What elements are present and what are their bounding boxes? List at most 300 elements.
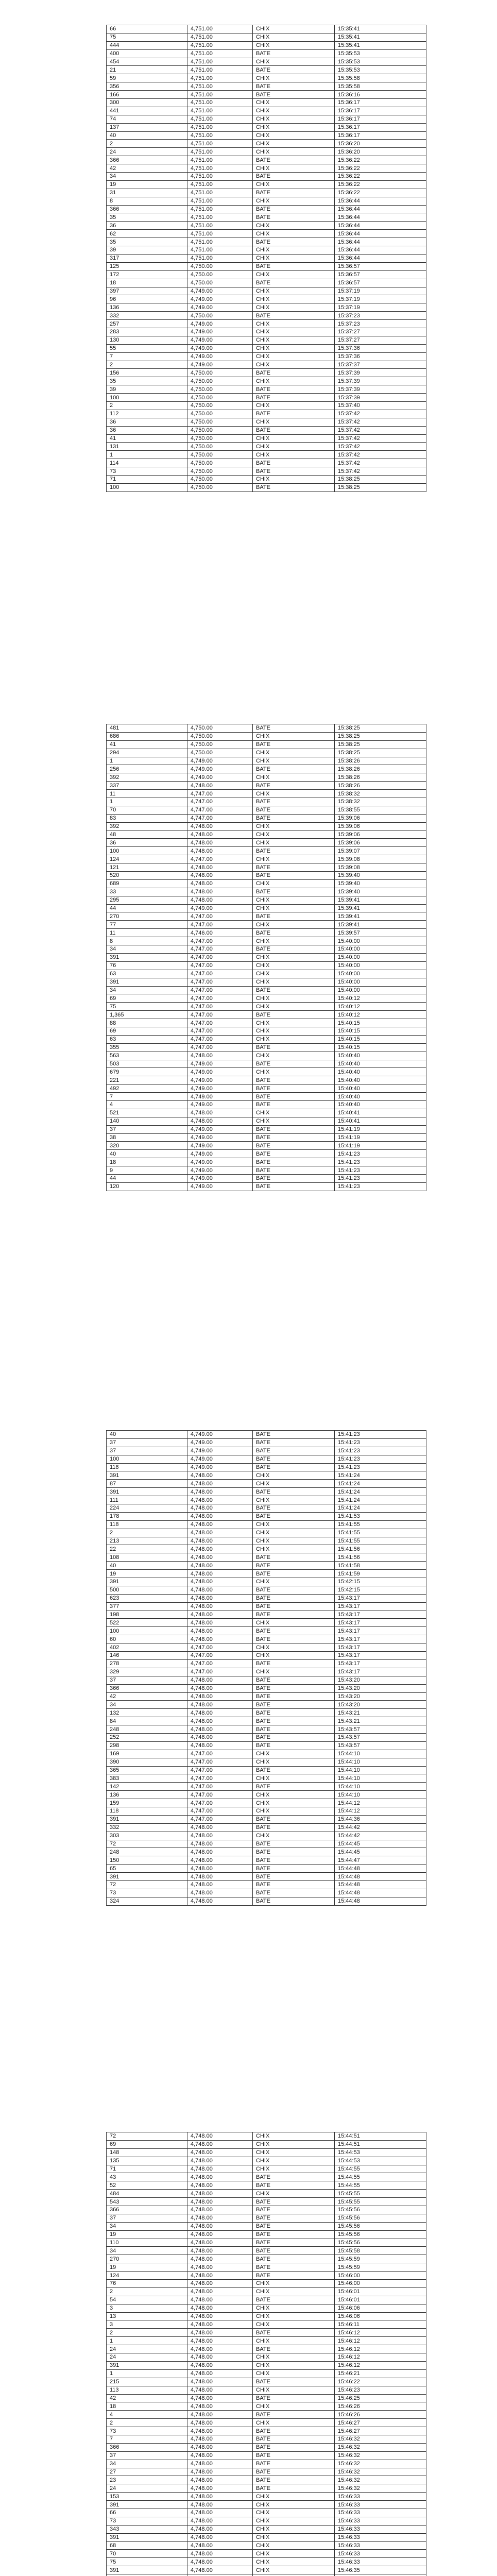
table-row xyxy=(107,1480,426,1488)
time-cell: 15:44:42 xyxy=(335,1832,426,1840)
quantity-cell: 37 xyxy=(107,1676,187,1684)
venue-cell: BATE xyxy=(253,986,335,994)
price-cell: 4,747.00 xyxy=(187,1758,253,1766)
table-row xyxy=(107,1717,426,1725)
price-cell: 4,747.00 xyxy=(187,1791,253,1799)
price-cell: 4,751.00 xyxy=(187,254,253,262)
venue-cell: CHIX xyxy=(253,58,335,66)
quantity-cell: 366 xyxy=(107,156,187,164)
time-cell: 15:37:23 xyxy=(335,312,426,320)
table-row xyxy=(107,2296,426,2304)
table-row xyxy=(107,2304,426,2312)
table-row xyxy=(107,287,426,295)
price-cell: 4,750.00 xyxy=(187,410,253,418)
table-row xyxy=(107,1889,426,1897)
time-cell: 15:46:32 xyxy=(335,2435,426,2443)
table-row xyxy=(107,222,426,230)
quantity-cell: 19 xyxy=(107,1570,187,1578)
time-cell: 15:43:17 xyxy=(335,1602,426,1611)
time-cell: 15:35:53 xyxy=(335,66,426,74)
table-row xyxy=(107,401,426,410)
time-cell: 15:39:40 xyxy=(335,879,426,888)
time-cell: 15:40:41 xyxy=(335,1117,426,1125)
table-row xyxy=(107,2558,426,2566)
quantity-cell: 11 xyxy=(107,929,187,937)
table-row xyxy=(107,1783,426,1791)
venue-cell: CHIX xyxy=(253,1520,335,1529)
price-cell: 4,751.00 xyxy=(187,238,253,246)
price-cell: 4,748.00 xyxy=(187,2345,253,2353)
table-row xyxy=(107,2451,426,2460)
venue-cell: CHIX xyxy=(253,790,335,798)
quantity-cell: 332 xyxy=(107,312,187,320)
table-row xyxy=(107,1117,426,1125)
quantity-cell: 27 xyxy=(107,2468,187,2476)
trade-table-block-3 xyxy=(106,1430,426,1906)
time-cell: 15:39:57 xyxy=(335,929,426,937)
quantity-cell: 365 xyxy=(107,1766,187,1774)
price-cell: 4,747.00 xyxy=(187,798,253,806)
venue-cell: BATE xyxy=(253,483,335,492)
price-cell: 4,748.00 xyxy=(187,1856,253,1865)
venue-cell: BATE xyxy=(253,459,335,467)
time-cell: 15:38:26 xyxy=(335,757,426,765)
venue-cell: CHIX xyxy=(253,1668,335,1676)
venue-cell: CHIX xyxy=(253,1529,335,1537)
time-cell: 15:44:47 xyxy=(335,1856,426,1865)
table-row xyxy=(107,1133,426,1142)
price-cell: 4,751.00 xyxy=(187,41,253,49)
price-cell: 4,749.00 xyxy=(187,1100,253,1109)
price-cell: 4,747.00 xyxy=(187,1652,253,1660)
venue-cell xyxy=(253,2574,335,2576)
quantity-cell: 66 xyxy=(107,2509,187,2517)
table-row xyxy=(107,773,426,782)
price-cell: 4,748.00 xyxy=(187,2369,253,2378)
quantity-cell: 156 xyxy=(107,369,187,377)
price-cell: 4,751.00 xyxy=(187,164,253,173)
venue-cell: BATE xyxy=(253,2378,335,2386)
table-row xyxy=(107,904,426,912)
table-row xyxy=(107,937,426,945)
venue-cell: BATE xyxy=(253,1815,335,1823)
time-cell: 15:37:23 xyxy=(335,320,426,328)
quantity-cell: 159 xyxy=(107,1799,187,1807)
venue-cell: BATE xyxy=(253,1766,335,1774)
quantity-cell: 366 xyxy=(107,2443,187,2451)
time-cell: 15:44:36 xyxy=(335,1815,426,1823)
venue-cell: CHIX xyxy=(253,2132,335,2141)
price-cell: 4,748.00 xyxy=(187,2287,253,2296)
quantity-cell: 135 xyxy=(107,2157,187,2165)
venue-cell: BATE xyxy=(253,1431,335,1439)
quantity-cell: 366 xyxy=(107,2206,187,2214)
table-row xyxy=(107,1741,426,1750)
table-row xyxy=(107,320,426,328)
price-cell: 4,748.00 xyxy=(187,1537,253,1545)
table-row xyxy=(107,1750,426,1758)
table-row xyxy=(107,1774,426,1783)
venue-cell: BATE xyxy=(253,1043,335,1052)
time-cell: 15:43:17 xyxy=(335,1643,426,1652)
quantity-cell: 24 xyxy=(107,2345,187,2353)
time-cell: 15:46:12 xyxy=(335,2353,426,2362)
venue-cell: CHIX xyxy=(253,1774,335,1783)
price-cell: 4,748.00 xyxy=(187,1520,253,1529)
table-row xyxy=(107,2222,426,2230)
table-row xyxy=(107,1537,426,1545)
price-cell: 4,747.00 xyxy=(187,1035,253,1043)
venue-cell: CHIX xyxy=(253,74,335,82)
venue-cell: CHIX xyxy=(253,2165,335,2173)
price-cell: 4,749.00 xyxy=(187,1142,253,1150)
price-cell: 4,749.00 xyxy=(187,1068,253,1076)
time-cell: 15:37:39 xyxy=(335,369,426,377)
price-cell: 4,748.00 xyxy=(187,2165,253,2173)
venue-cell: BATE xyxy=(253,2345,335,2353)
price-cell: 4,748.00 xyxy=(187,2296,253,2304)
table-row xyxy=(107,2247,426,2255)
table-row xyxy=(107,1635,426,1643)
table-row xyxy=(107,1758,426,1766)
price-cell: 4,748.00 xyxy=(187,1052,253,1060)
venue-cell: BATE xyxy=(253,1488,335,1496)
time-cell: 15:46:06 xyxy=(335,2312,426,2320)
time-cell: 15:37:39 xyxy=(335,385,426,394)
time-cell: 15:41:23 xyxy=(335,1447,426,1455)
quantity-cell: 9 xyxy=(107,1166,187,1175)
time-cell: 15:46:11 xyxy=(335,2320,426,2329)
table-row xyxy=(107,782,426,790)
price-cell: 4,748.00 xyxy=(187,1512,253,1520)
price-cell: 4,748.00 xyxy=(187,2222,253,2230)
quantity-cell: 84 xyxy=(107,1717,187,1725)
quantity-cell: 8 xyxy=(107,197,187,205)
table-row xyxy=(107,180,426,189)
time-cell: 15:37:36 xyxy=(335,352,426,361)
time-cell: 15:43:57 xyxy=(335,1741,426,1750)
time-cell: 15:41:19 xyxy=(335,1133,426,1142)
price-cell: 4,747.00 xyxy=(187,1799,253,1807)
table-row xyxy=(107,369,426,377)
quantity-cell: 383 xyxy=(107,1774,187,1783)
price-cell: 4,748.00 xyxy=(187,831,253,839)
price-cell: 4,747.00 xyxy=(187,994,253,1003)
time-cell: 15:36:57 xyxy=(335,270,426,279)
table-row xyxy=(107,336,426,344)
time-cell: 15:41:23 xyxy=(335,1158,426,1166)
time-cell: 15:41:19 xyxy=(335,1125,426,1133)
quantity-cell: 37 xyxy=(107,2451,187,2460)
quantity-cell: 73 xyxy=(107,2427,187,2435)
time-cell: 15:41:19 xyxy=(335,1142,426,1150)
quantity-cell: 1 xyxy=(107,2337,187,2345)
quantity-cell: 521 xyxy=(107,1109,187,1117)
venue-cell: BATE xyxy=(253,279,335,287)
price-cell: 4,748.00 xyxy=(187,1823,253,1832)
venue-cell: BATE xyxy=(253,2222,335,2230)
price-cell: 4,748.00 xyxy=(187,1545,253,1553)
price-cell: 4,748.00 xyxy=(187,2337,253,2345)
table-row xyxy=(107,156,426,164)
quantity-cell: 391 xyxy=(107,2533,187,2541)
table-row xyxy=(107,2312,426,2320)
price-cell: 4,747.00 xyxy=(187,1783,253,1791)
table-row xyxy=(107,2230,426,2239)
table-row xyxy=(107,1856,426,1865)
quantity-cell: 2 xyxy=(107,2419,187,2427)
quantity-cell: 270 xyxy=(107,912,187,921)
quantity-cell: 172 xyxy=(107,270,187,279)
time-cell: 15:44:10 xyxy=(335,1750,426,1758)
table-row xyxy=(107,2272,426,2280)
time-cell: 15:36:57 xyxy=(335,262,426,270)
time-cell: 15:40:12 xyxy=(335,1003,426,1011)
time-cell: 15:44:10 xyxy=(335,1758,426,1766)
time-cell: 15:46:32 xyxy=(335,2443,426,2451)
table-row xyxy=(107,1076,426,1084)
table-row xyxy=(107,173,426,181)
venue-cell: CHIX xyxy=(253,377,335,385)
trade-table-block-2 xyxy=(106,724,426,1191)
price-cell: 4,750.00 xyxy=(187,732,253,740)
table-row xyxy=(107,2255,426,2263)
time-cell: 15:40:00 xyxy=(335,953,426,961)
venue-cell: BATE xyxy=(253,1692,335,1701)
time-cell: 15:40:00 xyxy=(335,961,426,970)
table-row xyxy=(107,2320,426,2329)
time-cell: 15:36:57 xyxy=(335,279,426,287)
quantity-cell: 444 xyxy=(107,41,187,49)
venue-cell: CHIX xyxy=(253,953,335,961)
price-cell: 4,747.00 xyxy=(187,953,253,961)
time-cell: 15:37:42 xyxy=(335,426,426,434)
table-row xyxy=(107,270,426,279)
table-row xyxy=(107,33,426,41)
table-row xyxy=(107,896,426,904)
venue-cell: CHIX xyxy=(253,25,335,33)
table-row xyxy=(107,1447,426,1455)
price-cell: 4,748.00 xyxy=(187,1692,253,1701)
time-cell: 15:41:23 xyxy=(335,1438,426,1447)
venue-cell: BATE xyxy=(253,394,335,402)
table-row xyxy=(107,1873,426,1881)
table-row xyxy=(107,1496,426,1504)
time-cell: 15:43:20 xyxy=(335,1692,426,1701)
price-cell: 4,748.00 xyxy=(187,1529,253,1537)
time-cell: 15:41:24 xyxy=(335,1496,426,1504)
venue-cell: CHIX xyxy=(253,732,335,740)
time-cell: 15:37:36 xyxy=(335,344,426,352)
quantity-cell: 65 xyxy=(107,1865,187,1873)
quantity-cell: 148 xyxy=(107,2148,187,2157)
table-row xyxy=(107,921,426,929)
time-cell: 15:41:23 xyxy=(335,1166,426,1175)
price-cell: 4,749.00 xyxy=(187,904,253,912)
time-cell: 15:40:15 xyxy=(335,1027,426,1035)
venue-cell: CHIX xyxy=(253,773,335,782)
table-row xyxy=(107,765,426,773)
quantity-cell: 34 xyxy=(107,1701,187,1709)
time-cell: 15:39:08 xyxy=(335,855,426,863)
price-cell: 4,748.00 xyxy=(187,1676,253,1684)
table-row xyxy=(107,1676,426,1684)
quantity-cell: 34 xyxy=(107,2460,187,2468)
price-cell: 4,750.00 xyxy=(187,740,253,749)
quantity-cell: 37 xyxy=(107,1125,187,1133)
time-cell: 15:39:06 xyxy=(335,822,426,831)
time-cell: 15:42:15 xyxy=(335,1578,426,1586)
table-row xyxy=(107,1725,426,1734)
price-cell: 4,748.00 xyxy=(187,2460,253,2468)
quantity-cell: 295 xyxy=(107,896,187,904)
quantity-cell: 24 xyxy=(107,148,187,156)
quantity-cell: 19 xyxy=(107,2263,187,2272)
table-row xyxy=(107,2157,426,2165)
quantity-cell: 391 xyxy=(107,2361,187,2369)
quantity-cell: 96 xyxy=(107,295,187,303)
time-cell: 15:45:56 xyxy=(335,2206,426,2214)
quantity-cell: 441 xyxy=(107,107,187,115)
price-cell: 4,749.00 xyxy=(187,320,253,328)
quantity-cell: 72 xyxy=(107,1840,187,1848)
time-cell: 15:46:00 xyxy=(335,2280,426,2288)
price-cell: 4,748.00 xyxy=(187,1848,253,1856)
quantity-cell: 2 xyxy=(107,1529,187,1537)
venue-cell: BATE xyxy=(253,1717,335,1725)
price-cell: 4,748.00 xyxy=(187,1586,253,1594)
venue-cell: CHIX xyxy=(253,2386,335,2394)
table-row xyxy=(107,806,426,814)
price-cell: 4,748.00 xyxy=(187,863,253,872)
venue-cell: CHIX xyxy=(253,2337,335,2345)
table-row xyxy=(107,2329,426,2337)
table-row xyxy=(107,1799,426,1807)
time-cell: 15:44:12 xyxy=(335,1807,426,1815)
time-cell: 15:36:17 xyxy=(335,123,426,131)
price-cell: 4,749.00 xyxy=(187,1463,253,1471)
venue-cell: BATE xyxy=(253,1897,335,1905)
quantity-cell: 76 xyxy=(107,2280,187,2288)
price-cell: 4,748.00 xyxy=(187,2140,253,2148)
price-cell: 4,748.00 xyxy=(187,872,253,880)
quantity-cell: 166 xyxy=(107,91,187,99)
quantity-cell: 484 xyxy=(107,2190,187,2198)
venue-cell: CHIX xyxy=(253,140,335,148)
table-row xyxy=(107,2476,426,2484)
price-cell: 4,751.00 xyxy=(187,99,253,107)
table-row xyxy=(107,1060,426,1068)
time-cell: 15:46:22 xyxy=(335,2378,426,2386)
venue-cell: BATE xyxy=(253,1823,335,1832)
quantity-cell: 68 xyxy=(107,2541,187,2550)
table-row xyxy=(107,148,426,156)
price-cell: 4,749.00 xyxy=(187,1084,253,1093)
trade-table xyxy=(106,25,426,492)
time-cell: 15:44:10 xyxy=(335,1783,426,1791)
table-row xyxy=(107,2369,426,2378)
table-row xyxy=(107,475,426,483)
table-row xyxy=(107,2361,426,2369)
table-row xyxy=(107,426,426,434)
venue-cell: BATE xyxy=(253,863,335,872)
time-cell: 15:36:17 xyxy=(335,99,426,107)
time-cell: 15:38:25 xyxy=(338,725,360,732)
time-cell: 15:43:17 xyxy=(335,1594,426,1602)
table-row xyxy=(107,246,426,255)
quantity-cell: 18 xyxy=(107,2402,187,2411)
quantity-cell: 37 xyxy=(107,1447,187,1455)
venue-cell: CHIX xyxy=(253,1791,335,1799)
venue-cell: BATE xyxy=(253,1100,335,1109)
time-cell: 15:40:40 xyxy=(335,1052,426,1060)
table-row xyxy=(107,2198,426,2206)
quantity-cell: 391 xyxy=(107,1873,187,1881)
quantity-cell: 39 xyxy=(107,385,187,394)
price-cell: 4,748.00 xyxy=(187,2378,253,2386)
venue-cell: CHIX xyxy=(253,148,335,156)
venue-cell: BATE xyxy=(253,410,335,418)
table-row xyxy=(107,888,426,896)
venue-cell: CHIX xyxy=(253,896,335,904)
quantity-cell: 44 xyxy=(107,904,187,912)
table-row xyxy=(107,189,426,197)
venue-cell: BATE xyxy=(253,1840,335,1848)
price-cell: 4,748.00 xyxy=(187,2173,253,2181)
table-row xyxy=(107,205,426,213)
venue-cell: BATE xyxy=(253,467,335,476)
table-row xyxy=(107,1438,426,1447)
venue-cell: CHIX xyxy=(253,970,335,978)
venue-cell: BATE xyxy=(253,1659,335,1668)
quantity-cell: 19 xyxy=(107,2230,187,2239)
quantity-cell: 75 xyxy=(107,2558,187,2566)
price-cell: 4,750.00 xyxy=(187,443,253,451)
quantity-cell: 60 xyxy=(107,1635,187,1643)
price-cell: 4,751.00 xyxy=(187,74,253,82)
venue-cell: CHIX xyxy=(253,1471,335,1480)
table-row xyxy=(107,749,426,757)
venue-cell: BATE xyxy=(253,1783,335,1791)
price-cell: 4,748.00 xyxy=(187,2280,253,2288)
table-row xyxy=(107,262,426,270)
price-cell: 4,748.00 xyxy=(187,1684,253,1692)
time-cell: 15:39:08 xyxy=(335,863,426,872)
table-row xyxy=(107,1512,426,1520)
price-cell: 4,748.00 xyxy=(187,2148,253,2157)
price-cell: 4,748.00 xyxy=(187,2550,253,2558)
time-cell: 15:39:40 xyxy=(335,872,426,880)
table-row xyxy=(107,123,426,131)
quantity-cell: 23 xyxy=(107,2476,187,2484)
venue-cell: CHIX xyxy=(253,749,335,757)
venue-cell: CHIX xyxy=(253,2509,335,2517)
quantity-cell: 118 xyxy=(107,1463,187,1471)
venue-cell: CHIX xyxy=(253,443,335,451)
price-cell: 4,747.00 xyxy=(187,1011,253,1019)
trade-table xyxy=(106,1430,426,1906)
quantity-cell: 69 xyxy=(107,2140,187,2148)
price-cell: 4,751.00 xyxy=(187,49,253,58)
venue-cell: BATE xyxy=(253,1733,335,1741)
table-row xyxy=(107,994,426,1003)
price-cell: 4,751.00 xyxy=(187,25,253,33)
time-cell: 15:37:42 xyxy=(335,443,426,451)
table-row xyxy=(107,99,426,107)
price-cell: 4,747.00 xyxy=(187,855,253,863)
quantity-cell: 3 xyxy=(107,2320,187,2329)
price-cell: 4,750.00 xyxy=(187,434,253,443)
